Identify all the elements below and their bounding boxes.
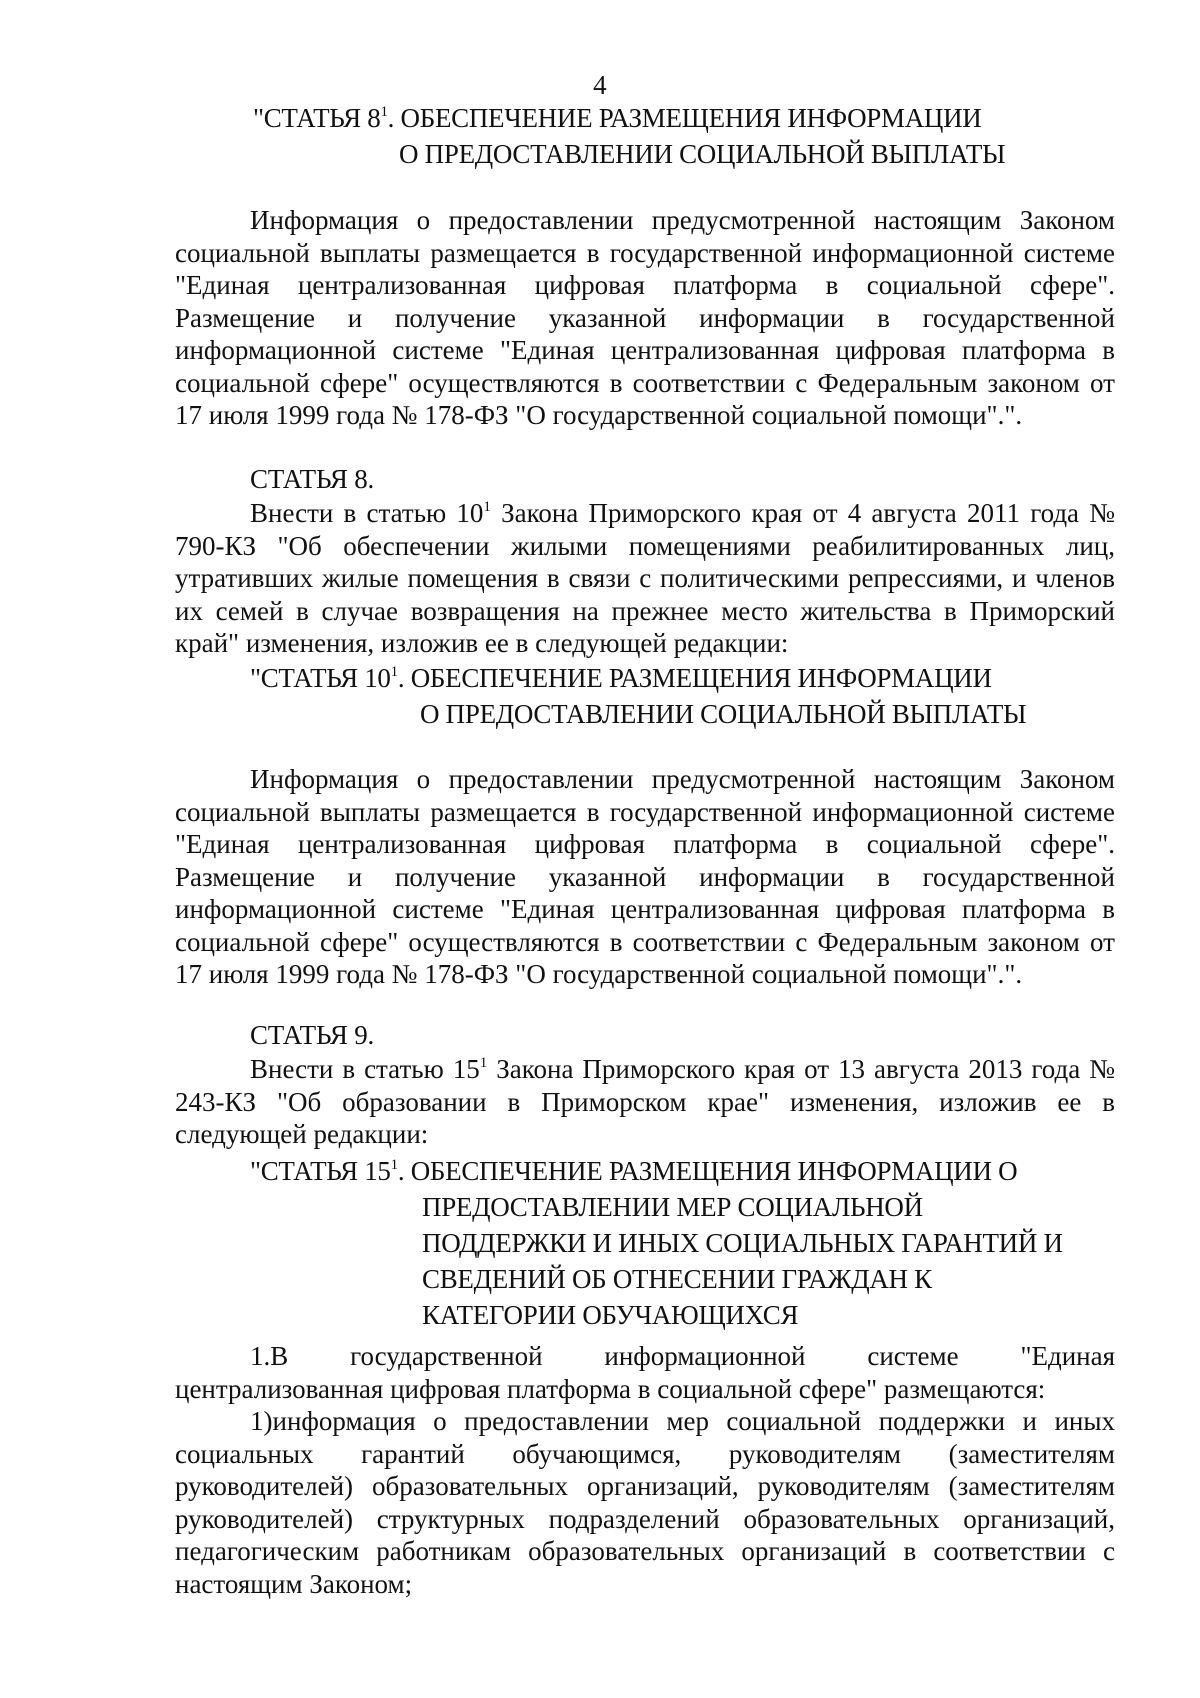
heading-line: О ПРЕДОСТАВЛЕНИИ СОЦИАЛЬНОЙ ВЫПЛАТЫ	[399, 139, 1006, 169]
paragraph-text: 1)информация о предоставлении мер социальной поддержки и иных социальных гарантий обучающимся, руководителям (заместителям руководителей) образовательных организаций, руководителям (заместителям руководителей) структурных подразделений образовательных организаций, педагогическим работникам образовательных организаций в соответствии с настоящим Законом;	[175, 1406, 1115, 1599]
heading-line	[250, 1153, 1063, 1189]
intro-text: Внести в статью 10	[250, 498, 484, 528]
heading-line	[250, 660, 1026, 696]
superscript: 1	[380, 104, 388, 120]
paragraph-text: централизованная цифровая платформа в социальной сфере" размещаются:	[175, 1373, 1046, 1404]
heading-prefix: "СТАТЬЯ 10	[250, 663, 391, 693]
heading-text: . ОБЕСПЕЧЕНИЕ РАЗМЕЩЕНИЯ ИНФОРМАЦИИ	[387, 103, 982, 133]
heading-line: ПРЕДОСТАВЛЕНИИ МЕР СОЦИАЛЬНОЙ	[422, 1192, 923, 1222]
article-8-1-paragraph	[175, 204, 1115, 432]
superscript: 1	[479, 1055, 488, 1071]
article-15-1-item-1	[175, 1340, 1115, 1600]
heading-line: СВЕДЕНИЙ ОБ ОТНЕСЕНИИ ГРАЖДАН К	[422, 1264, 932, 1294]
article-8-1-heading	[253, 100, 1005, 172]
heading-line	[253, 100, 1005, 136]
article-10-1-paragraph	[175, 763, 1115, 991]
paragraph-text	[175, 1053, 1115, 1151]
article-10-1-heading	[250, 660, 1026, 732]
heading-line: О ПРЕДОСТАВЛЕНИИ СОЦИАЛЬНОЙ ВЫПЛАТЫ	[420, 699, 1027, 729]
heading-line: ПОДДЕРЖКИ И ИНЫХ СОЦИАЛЬНЫХ ГАРАНТИЙ И	[422, 1228, 1063, 1258]
superscript: 1	[390, 664, 398, 680]
paragraph-text: Информация о предоставлении предусмотренной настоящим Законом социальной выплаты размещается в государственной информационной системе "Единая централизованная цифровая платформа в социальной сфере". Размещение и получение указанной информации в государственной информационной системе "Единая централизованная цифровая платформа в социальной сфере" осуществляются в соответствии с Федеральным законом от 17 июля 1999 года № 178-ФЗ "О государственной социальной помощи".".	[175, 205, 1115, 430]
article-8-label: СТАТЬЯ 8.	[250, 464, 375, 494]
paragraph-text: 1.В государственной информационной системе "Единая	[250, 1341, 1115, 1371]
heading-line: КАТЕГОРИИ ОБУЧАЮЩИХСЯ	[422, 1300, 799, 1330]
page-number: 4	[593, 70, 607, 100]
superscript: 1	[390, 1157, 398, 1173]
heading-prefix: "СТАТЬЯ 8	[253, 103, 381, 133]
intro-text: Закона Приморского края от 4 августа 2011 года № 790-КЗ "Об обеспечении жилыми помещениями реабилитированных лиц, утративших жилые помещения в связи с политическими репрессиями, и членов их семей в случае возвращения на прежнее место жительства в Приморский край" изменения, изложив ее в следующей редакции:	[175, 498, 1115, 658]
heading-text: . ОБЕСПЕЧЕНИЕ РАЗМЕЩЕНИЯ ИНФОРМАЦИИ О	[397, 1156, 1018, 1186]
heading-text: . ОБЕСПЕЧЕНИЕ РАЗМЕЩЕНИЯ ИНФОРМАЦИИ	[397, 663, 992, 693]
paragraph-text	[175, 497, 1115, 660]
article-9-intro	[175, 1053, 1115, 1151]
intro-text: Внести в статью 15	[250, 1054, 480, 1084]
paragraph-text: Информация о предоставлении предусмотренной настоящим Законом социальной выплаты размещается в государственной информационной системе "Единая централизованная цифровая платформа в социальной сфере". Размещение и получение указанной информации в государственной информационной системе "Единая централизованная цифровая платформа в социальной сфере" осуществляются в соответствии с Федеральным законом от 17 июля 1999 года № 178-ФЗ "О государственной социальной помощи".".	[175, 764, 1115, 989]
article-8-intro	[175, 497, 1115, 660]
heading-prefix: "СТАТЬЯ 15	[250, 1156, 391, 1186]
intro-text: Закона Приморского края от 13 августа 2013 года № 243-КЗ "Об образовании в Приморском крае" изменения, изложив ее в следующей редакции:	[175, 1054, 1115, 1149]
superscript: 1	[483, 499, 491, 515]
article-9-label: СТАТЬЯ 9.	[250, 1020, 375, 1050]
article-15-1-heading	[250, 1153, 1063, 1333]
